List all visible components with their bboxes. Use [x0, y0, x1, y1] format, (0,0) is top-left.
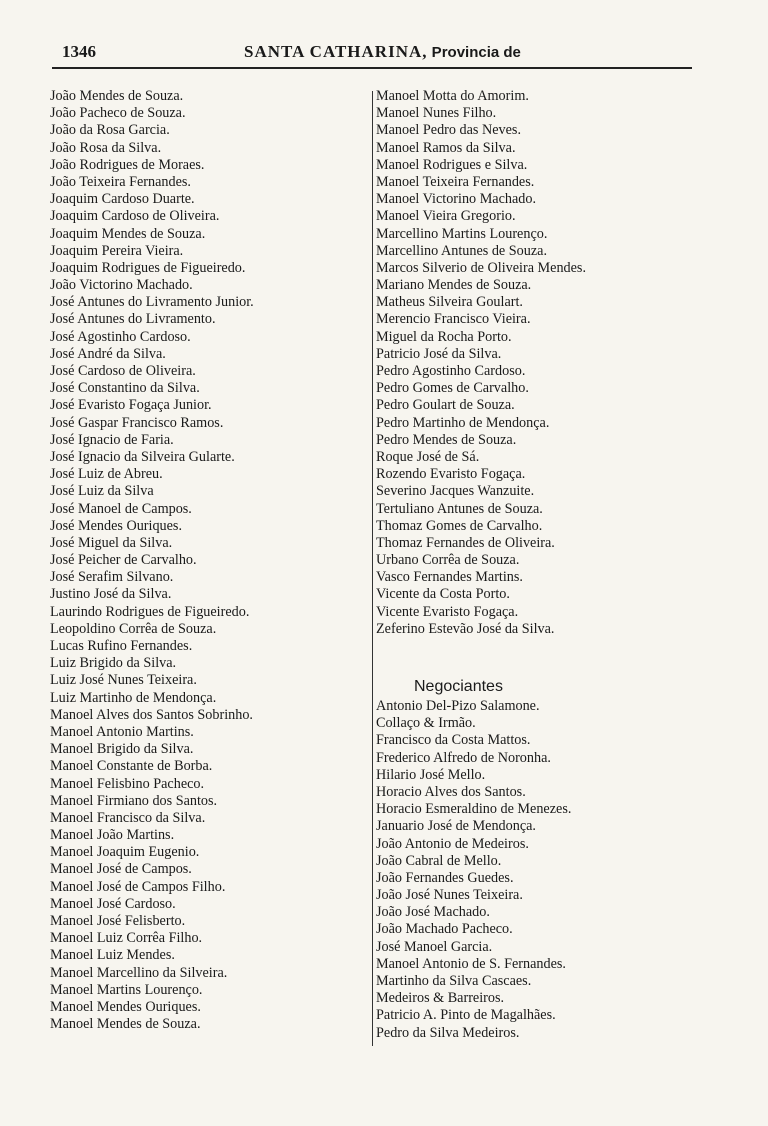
list-entry: José Miguel da Silva.	[50, 534, 173, 551]
list-entry: João Mendes de Souza.	[50, 88, 184, 104]
list-entry: Manoel José Felisberto.	[50, 913, 186, 929]
list-entry: Manoel Luiz Corrêa Filho.	[50, 930, 203, 947]
list-entry: José Ignacio da Silveira Gularte.	[50, 448, 235, 465]
list-entry: Merencio Francisco Vieira.	[376, 311, 531, 328]
list-entry: João Teixeira Fernandes.	[50, 173, 191, 190]
list-entry: Lucas Rufino Fernandes.	[50, 638, 193, 654]
list-entry: José Gaspar Francisco Ramos.	[50, 414, 224, 431]
list-entry: José André da Silva.	[50, 345, 166, 362]
list-entry: José Manoel de Campos.	[50, 500, 192, 517]
list-entry: Roque José de Sá.	[376, 448, 480, 465]
list-entry: Marcellino Antunes de Souza.	[376, 242, 547, 259]
list-entry: Manoel Nunes Filho.	[376, 105, 497, 122]
list-entry: Antonio Del-Pizo Salamone.	[376, 698, 540, 714]
header-rule	[52, 67, 692, 69]
list-entry: Luiz Brigido da Silva.	[50, 655, 177, 672]
list-entry: Manoel Ramos da Silva.	[376, 139, 516, 156]
list-entry: Manoel Luiz Mendes.	[50, 947, 175, 964]
list-entry: Urbano Corrêa de Souza.	[376, 552, 520, 569]
list-entry: Vasco Fernandes Martins.	[376, 569, 523, 586]
running-title	[244, 42, 521, 62]
list-entry: Pedro Mendes de Souza.	[376, 431, 517, 448]
list-entry: José Cardoso de Oliveira.	[50, 363, 196, 379]
list-entry: Pedro Gomes de Carvalho.	[376, 380, 529, 397]
list-entry: Manoel Alves dos Santos Sobrinho.	[50, 706, 253, 723]
list-entry: José Antunes do Livramento Junior.	[50, 294, 254, 311]
list-entry: José Serafim Silvano.	[50, 569, 174, 586]
left-column	[50, 88, 368, 1033]
list-entry: Joaquim Cardoso Duarte.	[50, 191, 195, 208]
list-entry: João Fernandes Guedes.	[376, 869, 514, 886]
list-entry: Leopoldino Corrêa de Souza.	[50, 620, 217, 637]
list-entry: Severino Jacques Wanzuite.	[376, 483, 535, 500]
list-entry: João Pacheco de Souza.	[50, 105, 186, 122]
list-entry: João Antonio de Medeiros.	[376, 835, 529, 852]
list-entry: Januario José de Mendonça.	[376, 818, 536, 835]
list-entry: Hilario José Mello.	[376, 766, 486, 783]
list-entry: João José Machado.	[376, 904, 490, 921]
list-entry: Manoel João Martins.	[50, 827, 175, 844]
list-entry: Francisco da Costa Mattos.	[376, 732, 531, 749]
list-entry: Horacio Alves dos Santos.	[376, 783, 526, 800]
list-entry: Collaço & Irmão.	[376, 715, 476, 732]
list-entry: Manoel Felisbino Pacheco.	[50, 775, 205, 792]
list-entry: José Peicher de Carvalho.	[50, 552, 197, 569]
list-entry: Joaquim Mendes de Souza.	[50, 225, 206, 242]
list-entry: Manoel Victorino Machado.	[376, 191, 537, 208]
list-entry: Patricio José da Silva.	[376, 345, 502, 362]
list-entry: Marcos Silverio de Oliveira Mendes.	[376, 259, 586, 276]
list-entry: João Victorino Machado.	[50, 277, 193, 294]
list-entry: Medeiros & Barreiros.	[376, 990, 505, 1007]
running-title-main: SANTA CATHARINA,	[244, 42, 428, 61]
list-entry: Manoel Mendes de Souza.	[50, 1016, 201, 1033]
list-entry: Pedro Martinho de Mendonça.	[376, 414, 550, 431]
list-entry: Luiz Martinho de Mendonça.	[50, 689, 217, 706]
list-entry: João José Nunes Teixeira.	[376, 887, 523, 904]
page-number: 1346	[62, 42, 96, 61]
list-entry: João Rodrigues de Moraes.	[50, 156, 205, 173]
list-entry: Manoel Constante de Borba.	[50, 758, 213, 775]
list-entry: Manoel Firmiano dos Santos.	[50, 792, 218, 809]
list-entry: José Luiz da Silva	[50, 483, 154, 500]
list-entry: João da Rosa Garcia.	[50, 122, 170, 139]
right-column	[376, 88, 676, 1042]
list-entry: Joaquim Rodrigues de Figueiredo.	[50, 259, 246, 276]
list-entry: Martinho da Silva Cascaes.	[376, 973, 532, 989]
list-entry: Manoel José Cardoso.	[50, 895, 176, 912]
list-entry: Manoel Mendes Ouriques.	[50, 998, 201, 1015]
list-entry: Frederico Alfredo de Noronha.	[376, 749, 551, 766]
list-entry: Joaquim Cardoso de Oliveira.	[50, 208, 220, 225]
right-name-list	[376, 88, 676, 638]
list-entry: Joaquim Pereira Vieira.	[50, 242, 184, 259]
list-entry: José Evaristo Fogaça Junior.	[50, 397, 212, 414]
list-entry: José Mendes Ouriques.	[50, 517, 183, 534]
list-entry: Manoel José de Campos.	[50, 861, 192, 878]
list-entry: Vicente da Costa Porto.	[376, 586, 510, 603]
list-entry: Manoel Brigido da Silva.	[50, 741, 194, 758]
list-entry: Manoel Motta do Amorim.	[376, 88, 529, 104]
list-entry: João Cabral de Mello.	[376, 852, 502, 869]
list-entry: Manoel Antonio Martins.	[50, 723, 194, 740]
list-entry: Matheus Silveira Goulart.	[376, 294, 523, 311]
list-entry: Zeferino Estevão José da Silva.	[376, 620, 555, 637]
list-entry: Luiz José Nunes Teixeira.	[50, 672, 197, 689]
list-entry: Manoel Martins Lourenço.	[50, 981, 203, 998]
list-entry: Thomaz Gomes de Carvalho.	[376, 517, 543, 534]
list-entry: Horacio Esmeraldino de Menezes.	[376, 801, 572, 818]
list-entry: Manoel José de Campos Filho.	[50, 878, 226, 895]
list-entry: João Rosa da Silva.	[50, 139, 162, 156]
list-entry: Thomaz Fernandes de Oliveira.	[376, 534, 555, 551]
list-entry: Patricio A. Pinto de Magalhães.	[376, 1007, 556, 1024]
list-entry: Manoel Pedro das Neves.	[376, 122, 521, 139]
list-entry: Tertuliano Antunes de Souza.	[376, 500, 543, 517]
list-entry: Manoel Antonio de S. Fernandes.	[376, 955, 566, 972]
list-entry: Mariano Mendes de Souza.	[376, 277, 532, 294]
list-entry: Manoel Marcellino da Silveira.	[50, 964, 228, 981]
page-header	[62, 40, 690, 64]
list-entry: José Agostinho Cardoso.	[50, 328, 191, 345]
list-entry: Pedro da Silva Medeiros.	[376, 1024, 520, 1041]
list-entry: Manoel Francisco da Silva.	[50, 809, 206, 826]
list-entry: José Manoel Garcia.	[376, 938, 493, 955]
list-entry: João Machado Pacheco.	[376, 921, 513, 938]
list-entry: Pedro Agostinho Cardoso.	[376, 363, 526, 379]
list-entry: Manoel Rodrigues e Silva.	[376, 156, 528, 173]
negociantes-list	[376, 698, 676, 1042]
list-entry: José Ignacio de Faria.	[50, 431, 174, 448]
list-entry: José Constantino da Silva.	[50, 380, 200, 397]
section-heading-negociantes: Negociantes	[414, 678, 503, 695]
list-entry: Rozendo Evaristo Fogaça.	[376, 466, 526, 483]
list-entry: Manoel Vieira Gregorio.	[376, 208, 516, 225]
list-entry: Pedro Goulart de Souza.	[376, 397, 515, 414]
list-entry: Manoel Teixeira Fernandes.	[376, 173, 535, 190]
list-entry: Manoel Joaquim Eugenio.	[50, 844, 200, 861]
list-entry: Miguel da Rocha Porto.	[376, 328, 512, 345]
column-divider	[372, 91, 373, 1046]
running-title-suffix: Provincia de	[427, 44, 521, 61]
list-entry: Vicente Evaristo Fogaça.	[376, 603, 519, 620]
list-entry: José Antunes do Livramento.	[50, 311, 216, 328]
list-entry: Marcellino Martins Lourenço.	[376, 225, 548, 242]
list-entry: Laurindo Rodrigues de Figueiredo.	[50, 603, 250, 620]
list-entry: Justino José da Silva.	[50, 586, 172, 603]
list-entry: José Luiz de Abreu.	[50, 466, 163, 483]
